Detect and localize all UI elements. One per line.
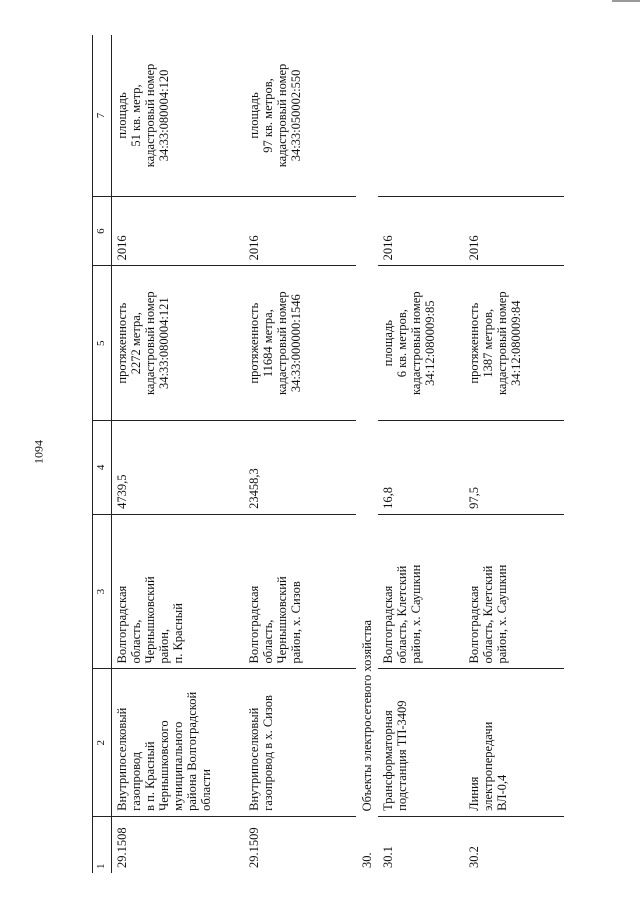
object-year: 2016 xyxy=(464,196,564,265)
object-value: 23458,3 xyxy=(244,421,356,515)
object-value: 4739,5 xyxy=(112,421,245,515)
object-description: протяженность 1387 метров, кадастровый номер 34:12:080009:84 xyxy=(464,266,564,421)
section-row xyxy=(356,35,378,873)
object-name: Внутрипоселковый газопровод в п. Красный Чернышковского муниципального района Волгоградской области xyxy=(112,669,245,816)
object-name: Линия электропередачи ВЛ-0,4 xyxy=(464,669,564,816)
object-location: Волгоградская область, Чернышковский район, п. Красный xyxy=(112,514,245,669)
object-value: 97,5 xyxy=(464,421,564,515)
object-name: Трансформаторная подстанция ТП-3409 xyxy=(378,669,464,816)
object-note xyxy=(464,35,564,196)
object-note: площадь 51 кв. метр, кадастровый номер 34:33:080004:120 xyxy=(112,35,245,196)
table-row xyxy=(112,35,245,873)
section-number: 30. xyxy=(360,852,374,868)
page-edge-line xyxy=(612,0,640,2)
col-header-3: 3 xyxy=(93,514,112,669)
table-row xyxy=(244,35,356,873)
object-location: Волгоградская область, Чернышковский район, х. Сизов xyxy=(244,514,356,669)
row-number: 29.1509 xyxy=(247,827,261,868)
col-header-6: 6 xyxy=(93,196,112,265)
object-value: 16,8 xyxy=(378,421,464,515)
col-header-7: 7 xyxy=(93,35,112,196)
table-row xyxy=(464,35,564,873)
table-row xyxy=(378,35,464,873)
object-year: 2016 xyxy=(244,196,356,265)
object-note xyxy=(378,35,464,196)
col-header-2: 2 xyxy=(93,669,112,816)
property-table xyxy=(92,35,564,873)
object-description: площадь 6 кв. метров, кадастровый номер 34:12:080009:85 xyxy=(378,266,464,421)
page-number: 1094 xyxy=(31,440,46,464)
col-header-5: 5 xyxy=(93,266,112,421)
object-note: площадь 97 кв. метров, кадастровый номер 34:33:050002:550 xyxy=(244,35,356,196)
section-title: Объекты электросетевого хозяйства xyxy=(360,619,374,812)
row-number: 30.1 xyxy=(381,846,395,868)
rotated-table-sheet xyxy=(92,35,532,873)
object-location: Волгоградская область, Клетский район, х. Саушкин xyxy=(464,514,564,669)
object-description: протяженность 2272 метра, кадастровый номер 34:33:080004:121 xyxy=(112,266,245,421)
col-header-1: 1 xyxy=(93,816,112,873)
object-year: 2016 xyxy=(112,196,245,265)
object-location: Волгоградская область, Клетский район, х. Саушкин xyxy=(378,514,464,669)
object-description: протяженность 11684 метра, кадастровый номер 34:33:000000:1546 xyxy=(244,266,356,421)
col-header-4: 4 xyxy=(93,421,112,515)
row-number: 30.2 xyxy=(467,846,481,868)
column-number-header xyxy=(93,35,112,873)
object-year: 2016 xyxy=(378,196,464,265)
row-number: 29.1508 xyxy=(115,827,129,868)
object-name: Внутрипоселковый газопровод в х. Сизов xyxy=(244,669,356,816)
